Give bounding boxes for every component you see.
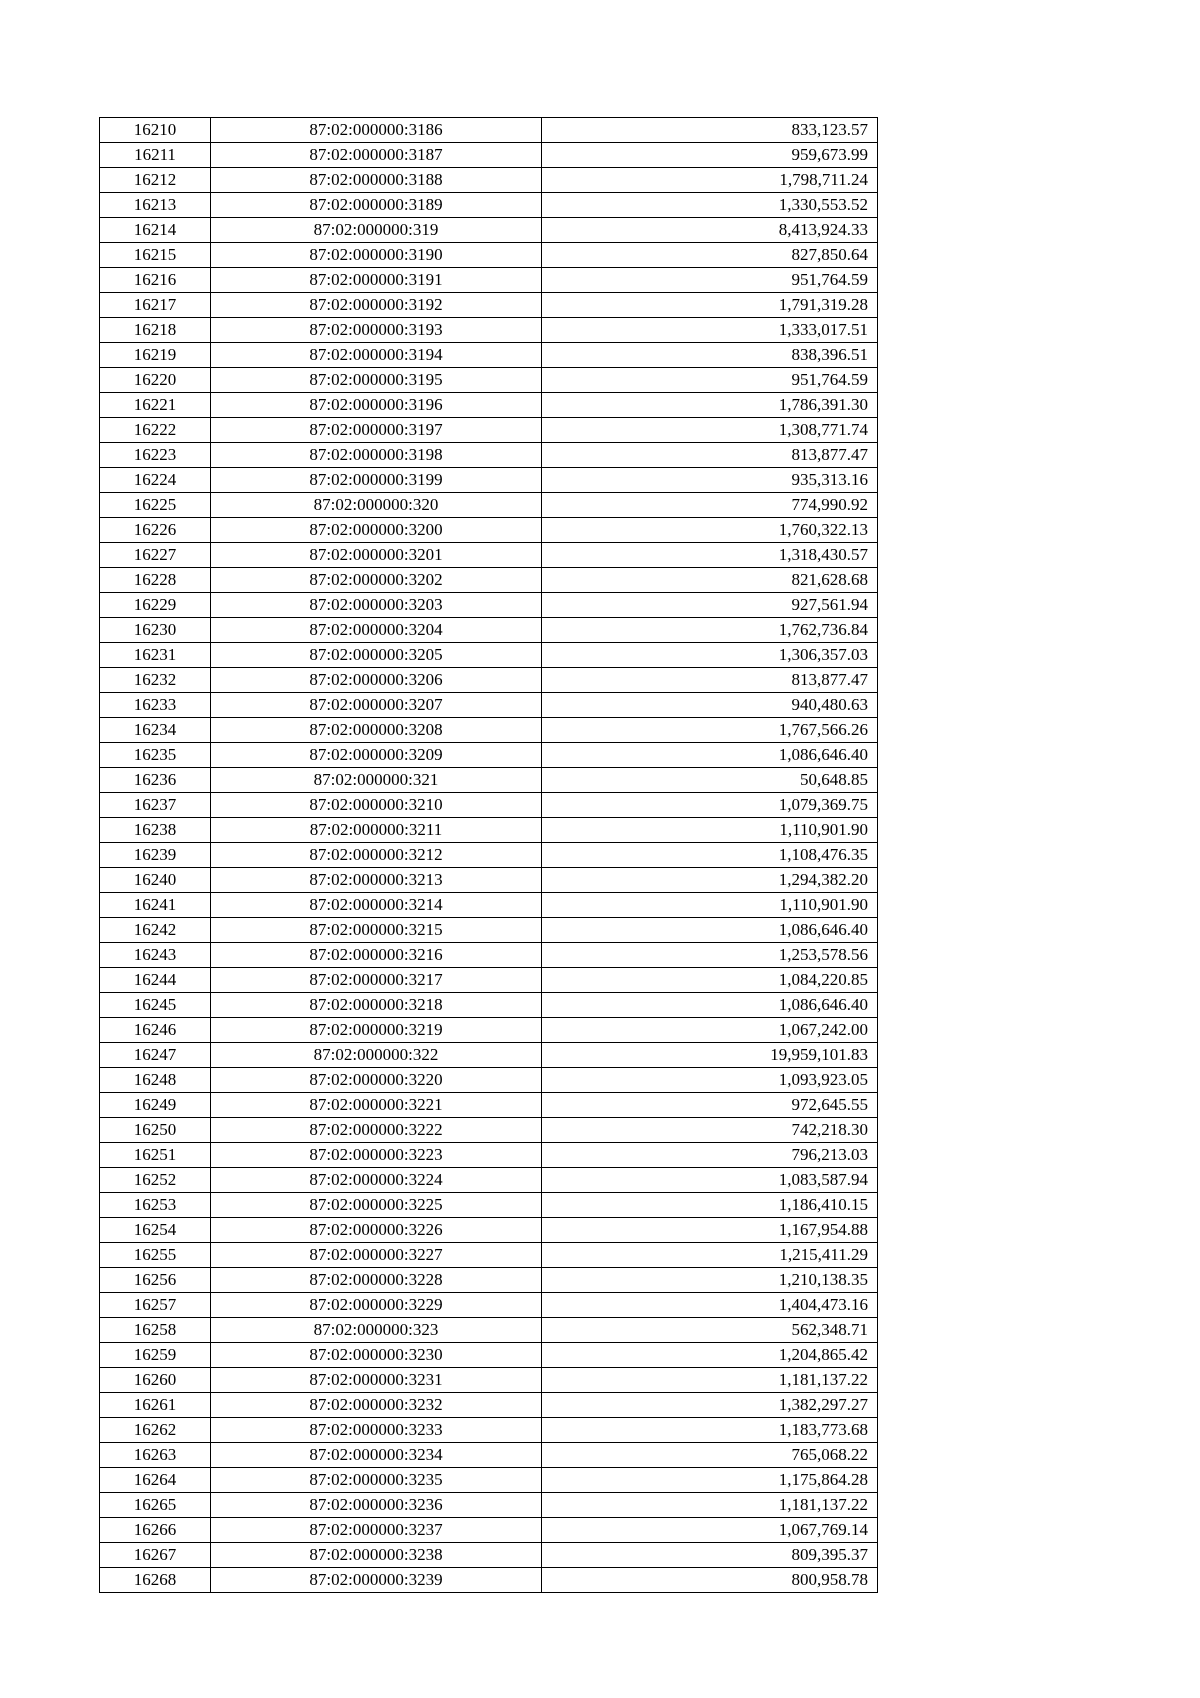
cadastral-number-cell: 87:02:000000:3210 — [211, 793, 542, 818]
row-number-cell: 16248 — [100, 1068, 211, 1093]
row-number-cell: 16265 — [100, 1493, 211, 1518]
table-row — [100, 1318, 878, 1343]
table-row — [100, 1018, 878, 1043]
table-row — [100, 1118, 878, 1143]
table-row — [100, 543, 878, 568]
cadastral-number-cell: 87:02:000000:322 — [211, 1043, 542, 1068]
cadastral-number-cell: 87:02:000000:3196 — [211, 393, 542, 418]
cadastral-number-cell: 87:02:000000:3194 — [211, 343, 542, 368]
row-number-cell: 16236 — [100, 768, 211, 793]
cadastral-number-cell: 87:02:000000:3190 — [211, 243, 542, 268]
row-number-cell: 16222 — [100, 418, 211, 443]
cadastral-number-cell: 87:02:000000:3201 — [211, 543, 542, 568]
cadastral-number-cell: 87:02:000000:3221 — [211, 1093, 542, 1118]
table-row — [100, 818, 878, 843]
table-row — [100, 1493, 878, 1518]
table-row — [100, 1143, 878, 1168]
table-row — [100, 943, 878, 968]
table-row — [100, 968, 878, 993]
table-row — [100, 118, 878, 143]
value-cell: 838,396.51 — [542, 343, 878, 368]
value-cell: 827,850.64 — [542, 243, 878, 268]
cadastral-number-cell: 87:02:000000:3230 — [211, 1343, 542, 1368]
cadastral-number-cell: 87:02:000000:3216 — [211, 943, 542, 968]
value-cell: 1,294,382.20 — [542, 868, 878, 893]
table-row — [100, 318, 878, 343]
value-cell: 1,306,357.03 — [542, 643, 878, 668]
table-row — [100, 518, 878, 543]
table-row — [100, 443, 878, 468]
row-number-cell: 16237 — [100, 793, 211, 818]
table-row — [100, 218, 878, 243]
row-number-cell: 16251 — [100, 1143, 211, 1168]
cadastral-number-cell: 87:02:000000:3222 — [211, 1118, 542, 1143]
cadastral-number-cell: 87:02:000000:3219 — [211, 1018, 542, 1043]
row-number-cell: 16238 — [100, 818, 211, 843]
value-cell: 1,093,923.05 — [542, 1068, 878, 1093]
row-number-cell: 16262 — [100, 1418, 211, 1443]
row-number-cell: 16260 — [100, 1368, 211, 1393]
cadastral-number-cell: 87:02:000000:3211 — [211, 818, 542, 843]
cadastral-number-cell: 87:02:000000:3223 — [211, 1143, 542, 1168]
row-number-cell: 16246 — [100, 1018, 211, 1043]
cadastral-number-cell: 87:02:000000:3189 — [211, 193, 542, 218]
row-number-cell: 16220 — [100, 368, 211, 393]
row-number-cell: 16254 — [100, 1218, 211, 1243]
value-cell: 809,395.37 — [542, 1543, 878, 1568]
value-cell: 1,404,473.16 — [542, 1293, 878, 1318]
value-cell: 940,480.63 — [542, 693, 878, 718]
value-cell: 1,760,322.13 — [542, 518, 878, 543]
cadastral-number-cell: 87:02:000000:3239 — [211, 1568, 542, 1593]
row-number-cell: 16258 — [100, 1318, 211, 1343]
row-number-cell: 16266 — [100, 1518, 211, 1543]
value-cell: 1,084,220.85 — [542, 968, 878, 993]
row-number-cell: 16259 — [100, 1343, 211, 1368]
row-number-cell: 16219 — [100, 343, 211, 368]
table-body — [100, 118, 878, 1593]
table-row — [100, 1218, 878, 1243]
cadastral-number-cell: 87:02:000000:3195 — [211, 368, 542, 393]
value-cell: 1,308,771.74 — [542, 418, 878, 443]
value-cell: 1,181,137.22 — [542, 1368, 878, 1393]
table-row — [100, 743, 878, 768]
value-cell: 1,108,476.35 — [542, 843, 878, 868]
row-number-cell: 16232 — [100, 668, 211, 693]
table-row — [100, 918, 878, 943]
cadastral-number-cell: 87:02:000000:3186 — [211, 118, 542, 143]
row-number-cell: 16261 — [100, 1393, 211, 1418]
row-number-cell: 16221 — [100, 393, 211, 418]
row-number-cell: 16215 — [100, 243, 211, 268]
value-cell: 935,313.16 — [542, 468, 878, 493]
value-cell: 774,990.92 — [542, 493, 878, 518]
value-cell: 1,333,017.51 — [542, 318, 878, 343]
cadastral-number-cell: 87:02:000000:3214 — [211, 893, 542, 918]
value-cell: 1,086,646.40 — [542, 743, 878, 768]
row-number-cell: 16227 — [100, 543, 211, 568]
row-number-cell: 16250 — [100, 1118, 211, 1143]
cadastral-number-cell: 87:02:000000:3229 — [211, 1293, 542, 1318]
value-cell: 1,079,369.75 — [542, 793, 878, 818]
table-row — [100, 293, 878, 318]
cadastral-number-cell: 87:02:000000:3205 — [211, 643, 542, 668]
table-row — [100, 1343, 878, 1368]
table-row — [100, 893, 878, 918]
table-row — [100, 993, 878, 1018]
value-cell: 742,218.30 — [542, 1118, 878, 1143]
value-cell: 1,762,736.84 — [542, 618, 878, 643]
cadastral-number-cell: 87:02:000000:3228 — [211, 1268, 542, 1293]
cadastral-number-cell: 87:02:000000:3193 — [211, 318, 542, 343]
value-cell: 1,110,901.90 — [542, 818, 878, 843]
value-cell: 951,764.59 — [542, 268, 878, 293]
cadastral-number-cell: 87:02:000000:3220 — [211, 1068, 542, 1093]
value-cell: 1,204,865.42 — [542, 1343, 878, 1368]
row-number-cell: 16255 — [100, 1243, 211, 1268]
table-row — [100, 1268, 878, 1293]
row-number-cell: 16223 — [100, 443, 211, 468]
row-number-cell: 16240 — [100, 868, 211, 893]
data-table — [99, 117, 878, 1593]
table-row — [100, 343, 878, 368]
cadastral-number-cell: 87:02:000000:3204 — [211, 618, 542, 643]
table-row — [100, 1568, 878, 1593]
cadastral-number-cell: 87:02:000000:3203 — [211, 593, 542, 618]
cadastral-number-cell: 87:02:000000:3188 — [211, 168, 542, 193]
cadastral-number-cell: 87:02:000000:3192 — [211, 293, 542, 318]
row-number-cell: 16249 — [100, 1093, 211, 1118]
table-row — [100, 1468, 878, 1493]
table-row — [100, 618, 878, 643]
table-row — [100, 1243, 878, 1268]
row-number-cell: 16263 — [100, 1443, 211, 1468]
value-cell: 1,186,410.15 — [542, 1193, 878, 1218]
row-number-cell: 16257 — [100, 1293, 211, 1318]
value-cell: 1,767,566.26 — [542, 718, 878, 743]
table-row — [100, 1543, 878, 1568]
value-cell: 1,183,773.68 — [542, 1418, 878, 1443]
row-number-cell: 16239 — [100, 843, 211, 868]
cadastral-number-cell: 87:02:000000:3231 — [211, 1368, 542, 1393]
cadastral-number-cell: 87:02:000000:3226 — [211, 1218, 542, 1243]
table-row — [100, 268, 878, 293]
cadastral-number-cell: 87:02:000000:3202 — [211, 568, 542, 593]
table-row — [100, 143, 878, 168]
cadastral-number-cell: 87:02:000000:3207 — [211, 693, 542, 718]
table-row — [100, 1168, 878, 1193]
row-number-cell: 16247 — [100, 1043, 211, 1068]
cadastral-number-cell: 87:02:000000:3198 — [211, 443, 542, 468]
value-cell: 1,086,646.40 — [542, 993, 878, 1018]
table-row — [100, 693, 878, 718]
table-row — [100, 1068, 878, 1093]
cadastral-number-cell: 87:02:000000:323 — [211, 1318, 542, 1343]
row-number-cell: 16267 — [100, 1543, 211, 1568]
cadastral-number-cell: 87:02:000000:3227 — [211, 1243, 542, 1268]
cadastral-number-cell: 87:02:000000:3218 — [211, 993, 542, 1018]
cadastral-number-cell: 87:02:000000:3234 — [211, 1443, 542, 1468]
row-number-cell: 16243 — [100, 943, 211, 968]
value-cell: 813,877.47 — [542, 443, 878, 468]
table-row — [100, 868, 878, 893]
row-number-cell: 16256 — [100, 1268, 211, 1293]
row-number-cell: 16216 — [100, 268, 211, 293]
value-cell: 1,791,319.28 — [542, 293, 878, 318]
row-number-cell: 16229 — [100, 593, 211, 618]
value-cell: 1,083,587.94 — [542, 1168, 878, 1193]
table-row — [100, 1518, 878, 1543]
row-number-cell: 16224 — [100, 468, 211, 493]
row-number-cell: 16214 — [100, 218, 211, 243]
value-cell: 1,798,711.24 — [542, 168, 878, 193]
cadastral-number-cell: 87:02:000000:3199 — [211, 468, 542, 493]
cadastral-number-cell: 87:02:000000:3187 — [211, 143, 542, 168]
table-row — [100, 1443, 878, 1468]
value-cell: 1,330,553.52 — [542, 193, 878, 218]
value-cell: 833,123.57 — [542, 118, 878, 143]
table-row — [100, 168, 878, 193]
row-number-cell: 16241 — [100, 893, 211, 918]
value-cell: 1,067,769.14 — [542, 1518, 878, 1543]
row-number-cell: 16231 — [100, 643, 211, 668]
cadastral-number-cell: 87:02:000000:3197 — [211, 418, 542, 443]
cadastral-number-cell: 87:02:000000:3225 — [211, 1193, 542, 1218]
value-cell: 1,181,137.22 — [542, 1493, 878, 1518]
table-row — [100, 368, 878, 393]
table-row — [100, 418, 878, 443]
row-number-cell: 16228 — [100, 568, 211, 593]
table-row — [100, 768, 878, 793]
cadastral-number-cell: 87:02:000000:3215 — [211, 918, 542, 943]
cadastral-number-cell: 87:02:000000:3236 — [211, 1493, 542, 1518]
value-cell: 1,086,646.40 — [542, 918, 878, 943]
cadastral-number-cell: 87:02:000000:3206 — [211, 668, 542, 693]
cadastral-number-cell: 87:02:000000:3208 — [211, 718, 542, 743]
table-row — [100, 843, 878, 868]
table-row — [100, 1093, 878, 1118]
value-cell: 927,561.94 — [542, 593, 878, 618]
cadastral-number-cell: 87:02:000000:319 — [211, 218, 542, 243]
table-row — [100, 468, 878, 493]
row-number-cell: 16233 — [100, 693, 211, 718]
table-row — [100, 393, 878, 418]
cadastral-number-cell: 87:02:000000:3200 — [211, 518, 542, 543]
table-row — [100, 1293, 878, 1318]
value-cell: 1,215,411.29 — [542, 1243, 878, 1268]
table-row — [100, 643, 878, 668]
cadastral-number-cell: 87:02:000000:320 — [211, 493, 542, 518]
value-cell: 1,210,138.35 — [542, 1268, 878, 1293]
value-cell: 8,413,924.33 — [542, 218, 878, 243]
row-number-cell: 16225 — [100, 493, 211, 518]
cadastral-number-cell: 87:02:000000:3213 — [211, 868, 542, 893]
row-number-cell: 16244 — [100, 968, 211, 993]
cadastral-number-cell: 87:02:000000:3224 — [211, 1168, 542, 1193]
value-cell: 959,673.99 — [542, 143, 878, 168]
value-cell: 821,628.68 — [542, 568, 878, 593]
table-row — [100, 668, 878, 693]
table-row — [100, 568, 878, 593]
value-cell: 765,068.22 — [542, 1443, 878, 1468]
cadastral-number-cell: 87:02:000000:3212 — [211, 843, 542, 868]
row-number-cell: 16242 — [100, 918, 211, 943]
cadastral-number-cell: 87:02:000000:3217 — [211, 968, 542, 993]
value-cell: 951,764.59 — [542, 368, 878, 393]
row-number-cell: 16230 — [100, 618, 211, 643]
value-cell: 50,648.85 — [542, 768, 878, 793]
cadastral-number-cell: 87:02:000000:3233 — [211, 1418, 542, 1443]
row-number-cell: 16268 — [100, 1568, 211, 1593]
table-row — [100, 193, 878, 218]
table-row — [100, 1043, 878, 1068]
value-cell: 1,175,864.28 — [542, 1468, 878, 1493]
row-number-cell: 16217 — [100, 293, 211, 318]
table-row — [100, 718, 878, 743]
cadastral-number-cell: 87:02:000000:3191 — [211, 268, 542, 293]
table-row — [100, 243, 878, 268]
value-cell: 800,958.78 — [542, 1568, 878, 1593]
value-cell: 1,382,297.27 — [542, 1393, 878, 1418]
value-cell: 1,110,901.90 — [542, 893, 878, 918]
row-number-cell: 16210 — [100, 118, 211, 143]
table-row — [100, 593, 878, 618]
cadastral-number-cell: 87:02:000000:3232 — [211, 1393, 542, 1418]
cadastral-number-cell: 87:02:000000:321 — [211, 768, 542, 793]
row-number-cell: 16213 — [100, 193, 211, 218]
value-cell: 972,645.55 — [542, 1093, 878, 1118]
table-row — [100, 1368, 878, 1393]
table-row — [100, 493, 878, 518]
row-number-cell: 16264 — [100, 1468, 211, 1493]
cadastral-number-cell: 87:02:000000:3238 — [211, 1543, 542, 1568]
value-cell: 1,786,391.30 — [542, 393, 878, 418]
row-number-cell: 16211 — [100, 143, 211, 168]
table-row — [100, 793, 878, 818]
value-cell: 562,348.71 — [542, 1318, 878, 1343]
table-row — [100, 1193, 878, 1218]
row-number-cell: 16235 — [100, 743, 211, 768]
value-cell: 1,253,578.56 — [542, 943, 878, 968]
cadastral-number-cell: 87:02:000000:3235 — [211, 1468, 542, 1493]
row-number-cell: 16212 — [100, 168, 211, 193]
value-cell: 1,067,242.00 — [542, 1018, 878, 1043]
cadastral-number-cell: 87:02:000000:3237 — [211, 1518, 542, 1543]
row-number-cell: 16226 — [100, 518, 211, 543]
table-row — [100, 1393, 878, 1418]
row-number-cell: 16234 — [100, 718, 211, 743]
cadastral-number-cell: 87:02:000000:3209 — [211, 743, 542, 768]
value-cell: 813,877.47 — [542, 668, 878, 693]
row-number-cell: 16253 — [100, 1193, 211, 1218]
row-number-cell: 16218 — [100, 318, 211, 343]
row-number-cell: 16245 — [100, 993, 211, 1018]
value-cell: 19,959,101.83 — [542, 1043, 878, 1068]
row-number-cell: 16252 — [100, 1168, 211, 1193]
value-cell: 1,167,954.88 — [542, 1218, 878, 1243]
value-cell: 796,213.03 — [542, 1143, 878, 1168]
table-row — [100, 1418, 878, 1443]
value-cell: 1,318,430.57 — [542, 543, 878, 568]
